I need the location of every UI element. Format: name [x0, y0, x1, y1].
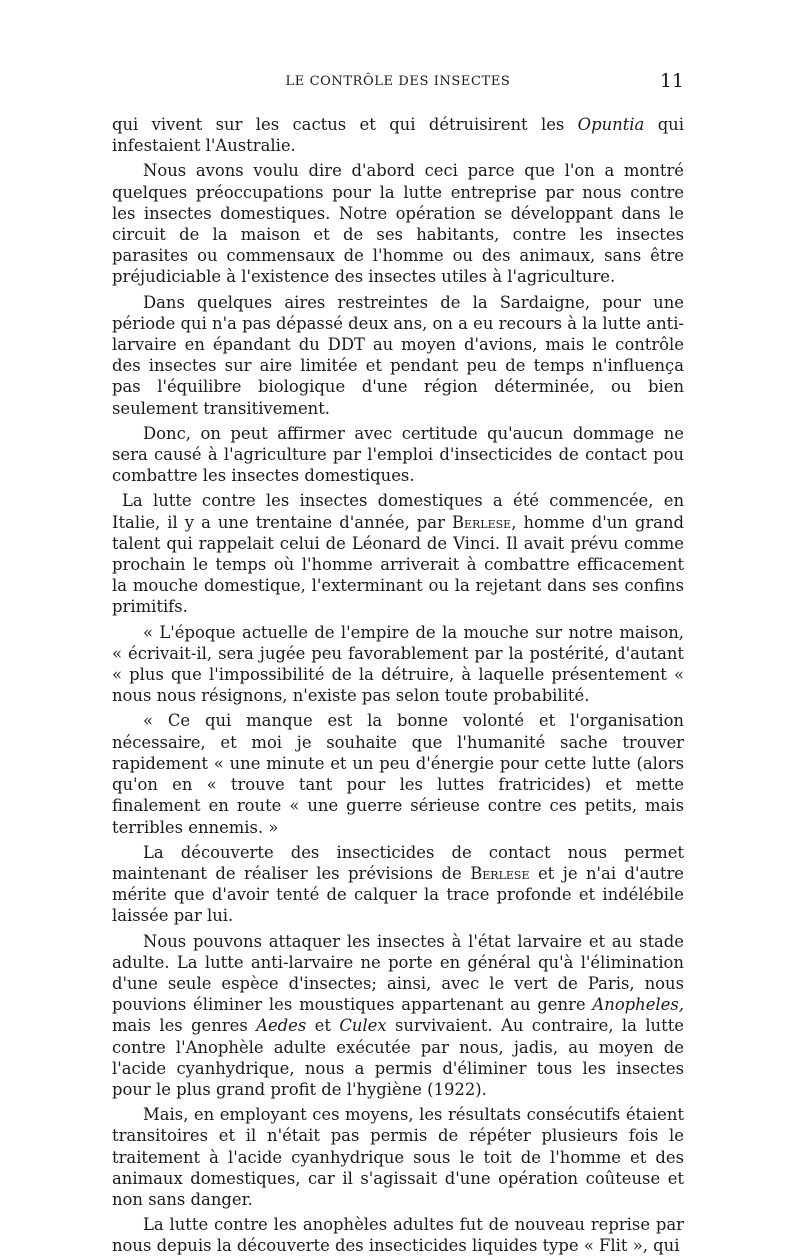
genus-aedes: Aedes	[256, 1016, 307, 1036]
running-title: LE CONTRÔLE DES INSECTES	[285, 74, 511, 89]
paragraph-9: La lutte contre les anophèles adultes fut de nouveau reprise par nous depuis la découverte des insecticides liquides type « Flit », qui	[112, 1215, 684, 1256]
author-name: Berlese	[470, 863, 530, 883]
author-name: Berlese	[451, 512, 512, 532]
quotation-1: « L'époque actuelle de l'empire de la mouche sur notre maison, « écrivait-il, sera jugée peu favorablement par la postérité, d'autant « plus que l'impossibilité de la détruire, à laquelle présentement « nous nous résignons, n'existe pas selon toute probabilité.	[112, 622, 684, 706]
genus-culex: Culex	[339, 1016, 387, 1036]
body-text	[112, 114, 684, 1257]
paragraph-6: La découverte des insecticides de contact nous permet maintenant de réaliser les prévisions de Berlese et je n'ai d'autre mérite que d'avoir tenté de calquer la trace profonde et indélébile laissée par lui.	[112, 842, 684, 926]
page-header	[112, 70, 684, 100]
page-number: 11	[659, 70, 684, 92]
paragraph-8: Mais, en employant ces moyens, les résultats consécutifs étaient transitoires et il n'était pas permis de répéter plusieurs fois le traitement à l'acide cyanhydrique sous le toit de l'homme et des animaux domestiques, car il s'agissait d'une opération coûteuse et non sans danger.	[112, 1105, 684, 1209]
genus-anopheles: Anopheles,	[592, 995, 684, 1015]
quotation-2: « Ce qui manque est la bonne volonté et l'organisation nécessaire, et moi je souhaite que l'humanité sache trouver rapidement « une minute et un peu d'énergie pour cette lutte (alors qu'on en « trouve tant pour les luttes fratricides) et mette finalement en route « une guerre sérieuse contre ces petits, mais terribles ennemis. »	[112, 711, 684, 837]
paragraph-3: Dans quelques aires restreintes de la Sardaigne, pour une période qui n'a pas dépassé deux ans, on a eu recours à la lutte anti-larvaire en épandant du DDT au moyen d'avions, mais le contrôle des insectes sur aire limitée et pendant peu de temps n'influença pas l'équilibre biologique d'une région déterminée, ou bien seulement transitivement.	[112, 292, 684, 418]
paragraph-7: Nous pouvons attaquer les insectes à l'état larvaire et au stade adulte. La lutte anti-larvaire ne porte en général qu'à l'élimination d'une seule espèce d'insectes; ainsi, avec le vert de Paris, nous pouvions éliminer les moustiques appartenant au genre Anopheles, mais les genres Aedes et Culex survivaient. Au contraire, la lutte contre l'Anophèle adulte exécutée par nous, jadis, au moyen de l'acide cyanhydrique, nous a permis d'éliminer tous les insectes pour le plus grand profit de l'hygiène (1922).	[112, 931, 684, 1099]
document-page	[112, 70, 684, 1257]
paragraph-1: qui vivent sur les cactus et qui détruisirent les Opuntia qui infestaient l'Australie.	[112, 115, 684, 156]
term-opuntia: Opuntia	[577, 115, 645, 134]
paragraph-4: Donc, on peut affirmer avec certitude qu'aucun dommage ne sera causé à l'agriculture par l'emploi d'insecticides de contact pou combattre les insectes domestiques.	[112, 423, 684, 486]
paragraph-5: La lutte contre les insectes domestiques a été commencée, en Italie, il y a une trentaine d'année, par Berlese, homme d'un grand talent qui rappelait celui de Léonard de Vinci. Il avait prévu comme prochain le temps où l'homme arriverait à combattre efficacement la mouche domestique, l'exterminant ou la rejetant dans ses confins primitifs.	[112, 491, 684, 617]
paragraph-2: Nous avons voulu dire d'abord ceci parce que l'on a montré quelques préoccupations pour la lutte entreprise par nous contre les insectes domestiques. Notre opération se développant dans le circuit de la maison et de ses habitants, contre les insectes parasites ou commensaux de l'homme ou des animaux, sans être préjudiciable à l'existence des insectes utiles à l'agriculture.	[112, 161, 684, 287]
